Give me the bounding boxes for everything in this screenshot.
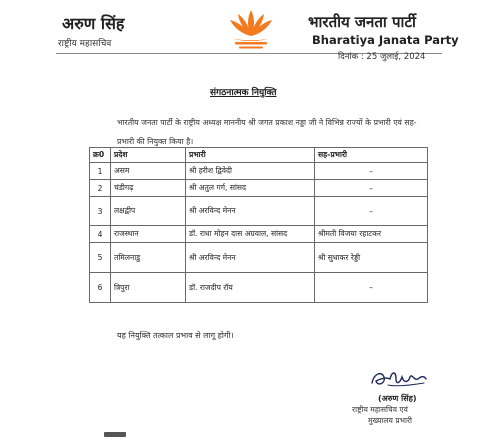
cell-state: त्रिपुरा [111, 273, 186, 303]
header-incharge: प्रभारी [186, 148, 315, 163]
party-name-english: Bharatiya Janata Party [312, 33, 459, 47]
letter-title: संगठनात्मक नियुक्ति [210, 88, 277, 98]
sender-designation: राष्ट्रीय महासचिव [58, 39, 112, 49]
header-sno: क्र0 [90, 148, 111, 163]
cell-sno: 6 [90, 273, 111, 303]
signatory-designation-line1: राष्ट्रीय महासचिव एवं [352, 405, 408, 414]
table-row [90, 197, 428, 226]
table-header-row [90, 148, 428, 163]
party-name-hindi: भारतीय जनता पार्टी [308, 13, 416, 31]
cell-state: चंडीगढ़ [111, 180, 186, 197]
appointments-table [89, 147, 428, 303]
cell-sno: 2 [90, 180, 111, 197]
header-co-incharge: सह-प्रभारी [315, 148, 428, 163]
cell-co-incharge: – [315, 273, 428, 303]
cell-incharge: डॉ. राधा मोहन दास अग्रवाल, सांसद [186, 226, 315, 243]
cell-sno: 4 [90, 226, 111, 243]
cell-incharge: श्री अरविन्द मेनन [186, 197, 315, 226]
cell-incharge: डॉ. राजदीप रॉय [186, 273, 315, 303]
cell-incharge: श्री अरविन्द मेनन [186, 243, 315, 273]
cell-co-incharge: – [315, 163, 428, 180]
cell-co-incharge: श्री सुधाकर रेड्डी [315, 243, 428, 273]
table-row [90, 226, 428, 243]
cell-sno: 3 [90, 197, 111, 226]
cell-incharge: श्री अतुल गर्ग, सांसद [186, 180, 315, 197]
signatory-designation-line2: मुख्यालय प्रभारी [368, 416, 413, 425]
cell-state: राजस्थान [111, 226, 186, 243]
signature-image [368, 365, 430, 393]
cell-co-incharge: श्रीमती विजया रहाटकर [315, 226, 428, 243]
sender-name: अरुण सिंह [62, 14, 125, 33]
page-edge-mark [104, 432, 126, 437]
cell-co-incharge: – [315, 180, 428, 197]
cell-co-incharge: – [315, 197, 428, 226]
header-state: प्रदेश [111, 148, 186, 163]
cell-incharge: श्री हरीश द्विवेदी [186, 163, 315, 180]
signatory-name: (अरुण सिंह) [378, 394, 417, 403]
cell-sno: 1 [90, 163, 111, 180]
table-row [90, 163, 428, 180]
letter-date: दिनांक : 25 जुलाई, 2024 [338, 52, 426, 62]
cell-state: तमिलनाडु [111, 243, 186, 273]
table-row [90, 180, 428, 197]
intro-paragraph: भारतीय जनता पार्टी के राष्ट्रीय अध्यक्ष माननीय श्री जगत प्रकाश नड्डा जी ने विभिन्न राज्यों के प्रभारी एवं सह-प्रभारी की नियुक्त किया है। [117, 118, 417, 146]
table-row [90, 273, 428, 303]
table-row [90, 243, 428, 273]
lotus-icon [226, 8, 276, 52]
cell-state: लक्षद्वीप [111, 197, 186, 226]
effect-note: यह नियुक्ति तत्काल प्रभाव से लागू होगी। [117, 331, 234, 340]
cell-sno: 5 [90, 243, 111, 273]
cell-state: असम [111, 163, 186, 180]
